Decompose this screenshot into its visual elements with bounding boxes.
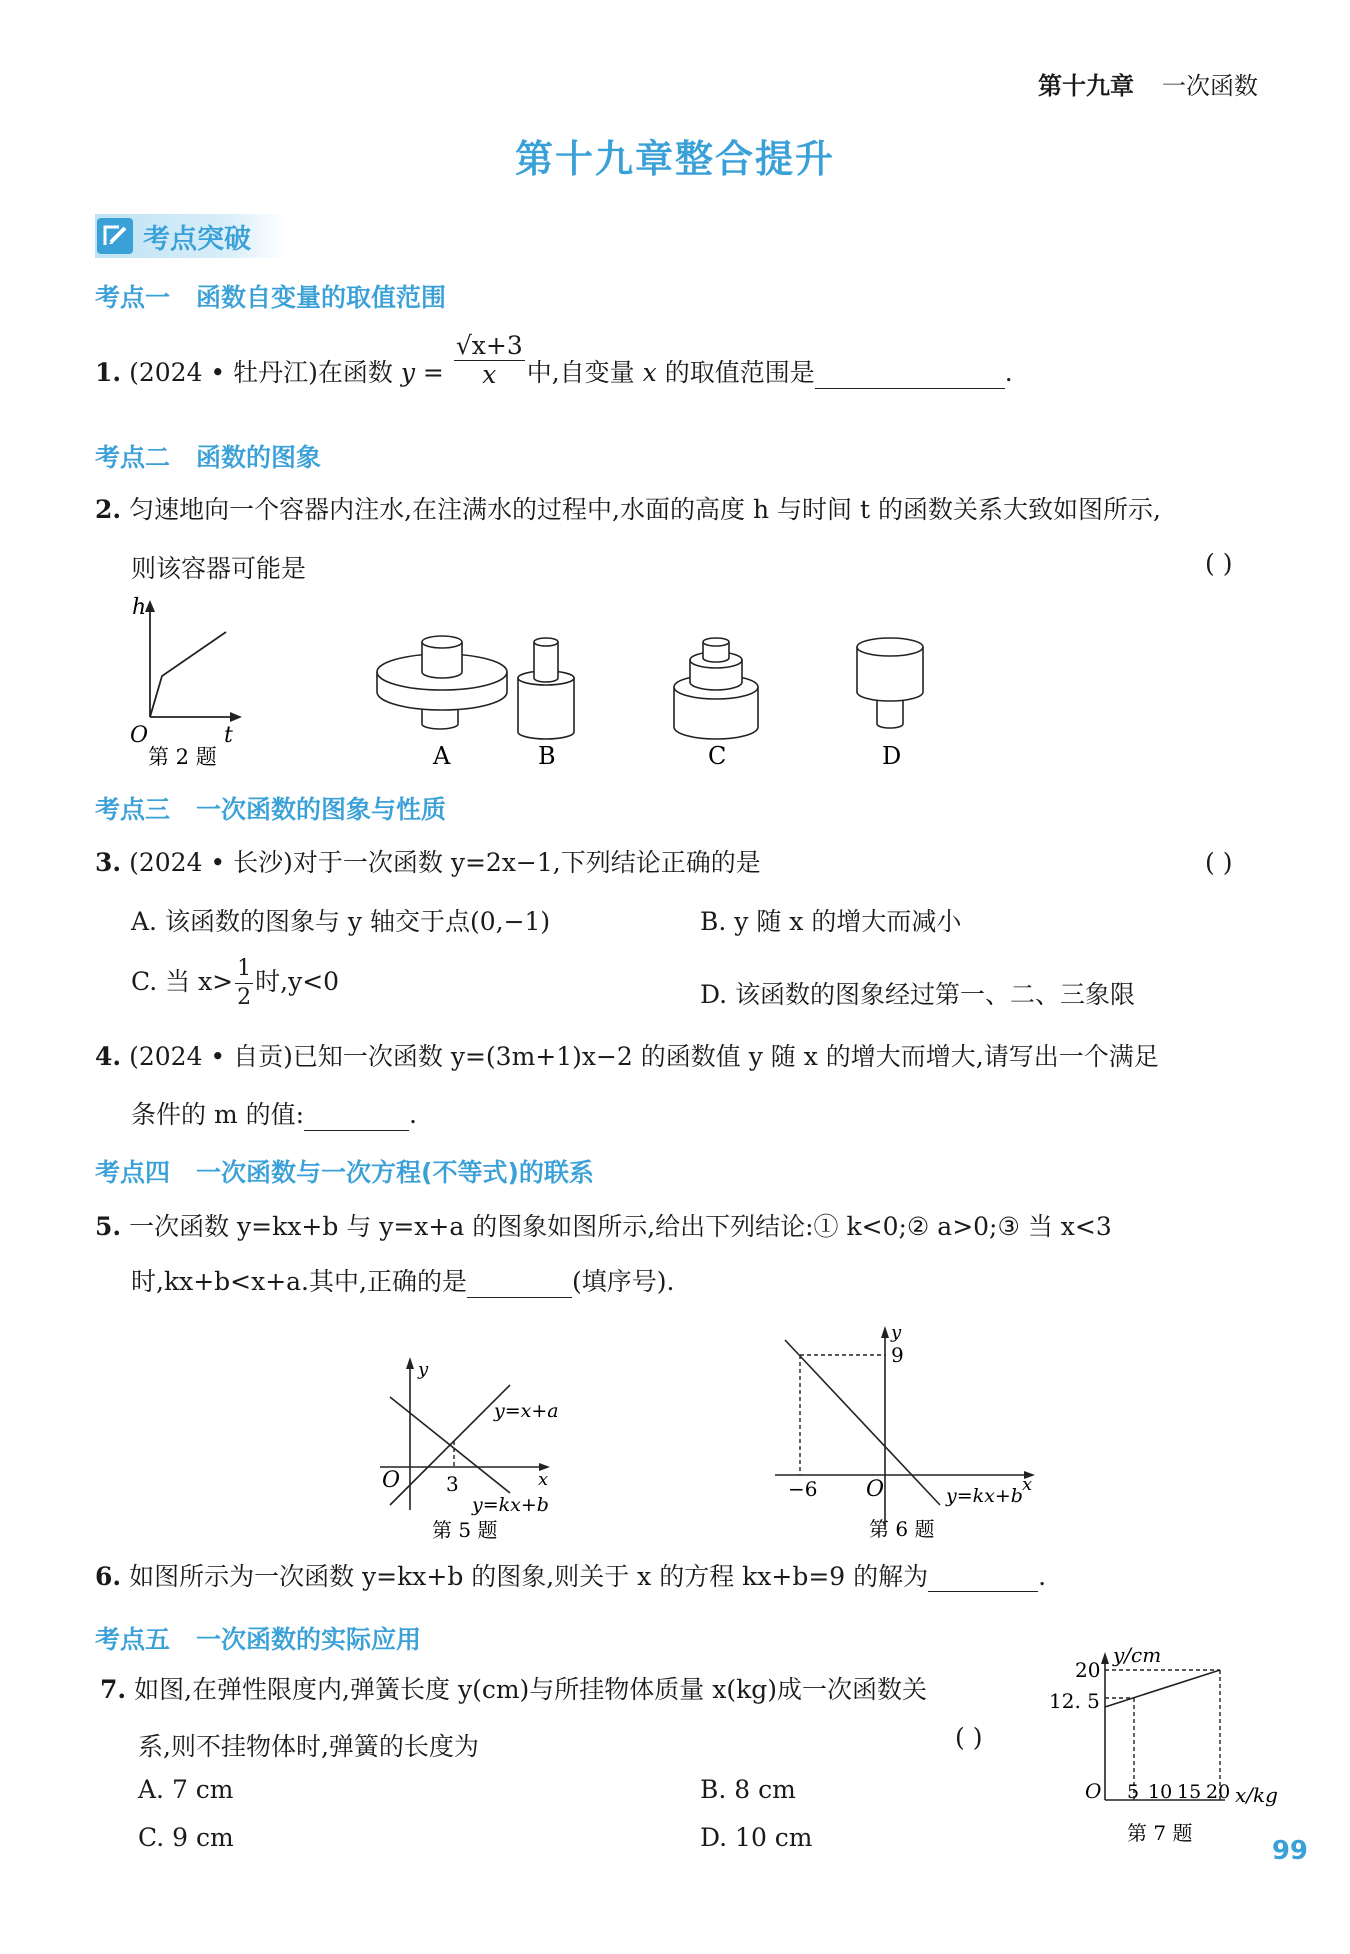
- period: .: [409, 1100, 417, 1129]
- section-banner: [95, 214, 285, 258]
- y-tick-12-5: 12. 5: [1049, 1689, 1100, 1713]
- pencil-check-icon: [97, 218, 133, 254]
- answer-blank[interactable]: [304, 1106, 409, 1131]
- kaodian-name: 一次函数的图象与性质: [196, 795, 447, 824]
- question-text: 已知一次函数 y=(3m+1)x−2 的函数值 y 随 x 的增大而增大,请写出一个满足: [292, 1042, 1159, 1071]
- answer-blank[interactable]: [815, 364, 1005, 389]
- function-lhs: y =: [400, 358, 444, 387]
- fraction-denominator: 2: [237, 985, 252, 1010]
- x-tick: 20: [1206, 1781, 1231, 1803]
- origin-label: O: [130, 723, 149, 748]
- kaodian-1: [95, 278, 446, 314]
- figure-caption: 第 5 题: [432, 1518, 498, 1542]
- question-text: 如图所示为一次函数 y=kx+b 的图象,则关于 x 的方程 kx+b=9 的解为: [129, 1562, 929, 1591]
- question-text: 在函数: [317, 358, 393, 387]
- question-text: 中,自变量: [526, 358, 635, 387]
- q2-figures: [120, 592, 1220, 772]
- kaodian-3: [95, 790, 446, 826]
- option-c[interactable]: C. 9 cm: [138, 1823, 234, 1852]
- line-label-2: y=kx+b: [472, 1494, 549, 1516]
- fraction: [235, 955, 253, 1012]
- kaodian-num: 考点五: [95, 1625, 171, 1654]
- x-tick: 5: [1127, 1781, 1140, 1803]
- option-text: 时,y<0: [255, 967, 340, 996]
- line-label-1: y=x+a: [494, 1400, 559, 1422]
- header-topic: 一次函数: [1162, 72, 1258, 100]
- option-label: C: [708, 742, 727, 770]
- container-a: [377, 636, 507, 770]
- question-text: 时,kx+b<x+a.其中,正确的是: [131, 1267, 467, 1296]
- q6-figure: [770, 1310, 1040, 1545]
- container-d: [857, 638, 923, 770]
- question-text: (填序号).: [571, 1267, 675, 1296]
- question-number: 4.: [95, 1042, 122, 1071]
- running-header: [1038, 66, 1258, 101]
- page-number: 99: [1271, 1836, 1308, 1866]
- answer-parens[interactable]: ( ): [1205, 848, 1233, 877]
- kaodian-4: [95, 1153, 594, 1189]
- question-5-line2: [131, 1262, 674, 1298]
- axis-y-label: y: [418, 1359, 429, 1380]
- q7-figure: [1045, 1640, 1295, 1845]
- sqrt-expression: √x+3: [455, 331, 523, 360]
- y-tick-20: 20: [1075, 1658, 1101, 1682]
- axis-x-label: x: [1022, 1474, 1033, 1495]
- question-number: 1.: [95, 358, 122, 387]
- axis-t-label: t: [224, 723, 233, 748]
- option-d[interactable]: D. 10 cm: [700, 1823, 813, 1852]
- figure-caption: 第 6 题: [869, 1517, 935, 1541]
- question-source: (2024 • 长沙): [129, 848, 293, 877]
- question-4-line2: [131, 1095, 417, 1131]
- axis-x-label: x/kg: [1235, 1783, 1278, 1807]
- option-c[interactable]: [131, 955, 339, 1012]
- period: .: [1038, 1562, 1047, 1591]
- option-d[interactable]: D. 该函数的图象经过第一、二、三象限: [700, 980, 1136, 1009]
- axis-h-label: h: [132, 595, 147, 620]
- section-banner-label: 考点突破: [143, 223, 251, 255]
- answer-blank[interactable]: [928, 1567, 1038, 1592]
- question-text: 则该容器可能是: [131, 554, 307, 583]
- option-label: B: [538, 742, 556, 770]
- option-text: C. 当 x>: [131, 967, 234, 996]
- answer-parens[interactable]: ( ): [1205, 549, 1233, 578]
- figure-caption: 第 2 题: [148, 745, 217, 769]
- question-text: 一次函数 y=kx+b 与 y=x+a 的图象如图所示,给出下列结论:① k<0;② a>0;③ 当 x<3: [129, 1212, 1112, 1241]
- x-tick-neg6: −6: [788, 1477, 818, 1501]
- question-source: (2024 • 牡丹江): [129, 358, 318, 387]
- question-number: 3.: [95, 848, 122, 877]
- question-7: [100, 1675, 1050, 1705]
- container-c: [674, 638, 758, 770]
- q5-figure: [370, 1345, 570, 1545]
- figure-caption: 第 7 题: [1127, 1821, 1193, 1845]
- question-3: [95, 848, 761, 878]
- kaodian-name: 一次函数的实际应用: [196, 1625, 422, 1654]
- period: .: [1004, 358, 1013, 387]
- x-tick: 15: [1177, 1781, 1202, 1803]
- line-label: y=kx+b: [946, 1485, 1023, 1507]
- answer-parens[interactable]: ( ): [955, 1723, 983, 1752]
- option-label: A: [433, 742, 451, 770]
- question-number: 2.: [95, 495, 122, 524]
- question-5: [95, 1212, 1285, 1242]
- kaodian-num: 考点二: [95, 443, 171, 472]
- question-text: 对于一次函数 y=2x−1,下列结论正确的是: [292, 848, 761, 877]
- option-label: D: [882, 742, 902, 770]
- page-title: 第十九章整合提升: [514, 137, 835, 181]
- question-2: [95, 495, 1285, 525]
- option-a[interactable]: A. 7 cm: [138, 1775, 234, 1804]
- fraction: [454, 332, 525, 389]
- kaodian-2: [95, 438, 321, 474]
- variable: x: [642, 358, 657, 387]
- question-4: [95, 1042, 1285, 1072]
- header-chapter: 第十九章: [1038, 72, 1134, 100]
- kaodian-num: 考点四: [95, 1158, 171, 1187]
- kaodian-name: 一次函数与一次方程(不等式)的联系: [196, 1158, 594, 1187]
- option-a[interactable]: A. 该函数的图象与 y 轴交于点(0,−1): [131, 907, 551, 936]
- axis-x-label: x: [538, 1469, 549, 1490]
- fraction-denominator: x: [482, 360, 497, 389]
- question-number: 5.: [95, 1212, 122, 1241]
- answer-blank[interactable]: [467, 1273, 572, 1298]
- kaodian-name: 函数自变量的取值范围: [196, 283, 447, 312]
- kaodian-5: [95, 1620, 421, 1656]
- option-b[interactable]: B. 8 cm: [700, 1775, 796, 1804]
- question-text: 如图,在弹性限度内,弹簧长度 y(cm)与所挂物体质量 x(kg)成一次函数关: [134, 1675, 927, 1704]
- question-text: 系,则不挂物体时,弹簧的长度为: [138, 1732, 479, 1761]
- question-text: 匀速地向一个容器内注水,在注满水的过程中,水面的高度 h 与时间 t 的函数关系大致如图所示,: [129, 495, 1161, 524]
- axis-y-label: y: [891, 1322, 902, 1343]
- option-b[interactable]: B. y 随 x 的增大而减小: [700, 907, 962, 936]
- kaodian-num: 考点三: [95, 795, 171, 824]
- x-tick: 10: [1148, 1781, 1173, 1803]
- question-6: [95, 1562, 1046, 1592]
- origin-label: O: [1085, 1779, 1102, 1803]
- fraction-numerator: 1: [235, 955, 253, 984]
- container-b: [518, 638, 574, 770]
- fraction-numerator: [454, 332, 525, 361]
- origin-label: O: [866, 1477, 885, 1502]
- question-text: 条件的 m 的值:: [131, 1100, 305, 1129]
- origin-label: O: [382, 1468, 401, 1493]
- kaodian-num: 考点一: [95, 283, 171, 312]
- question-number: 7.: [100, 1675, 127, 1704]
- y-tick-9: 9: [891, 1343, 904, 1367]
- question-source: (2024 • 自贡): [129, 1042, 293, 1071]
- question-text: 的取值范围是: [664, 358, 815, 387]
- axis-y-label: y/cm: [1113, 1643, 1162, 1667]
- question-1: [95, 331, 1013, 389]
- kaodian-name: 函数的图象: [196, 443, 322, 472]
- question-number: 6.: [95, 1562, 122, 1591]
- x-tick-3: 3: [446, 1472, 459, 1496]
